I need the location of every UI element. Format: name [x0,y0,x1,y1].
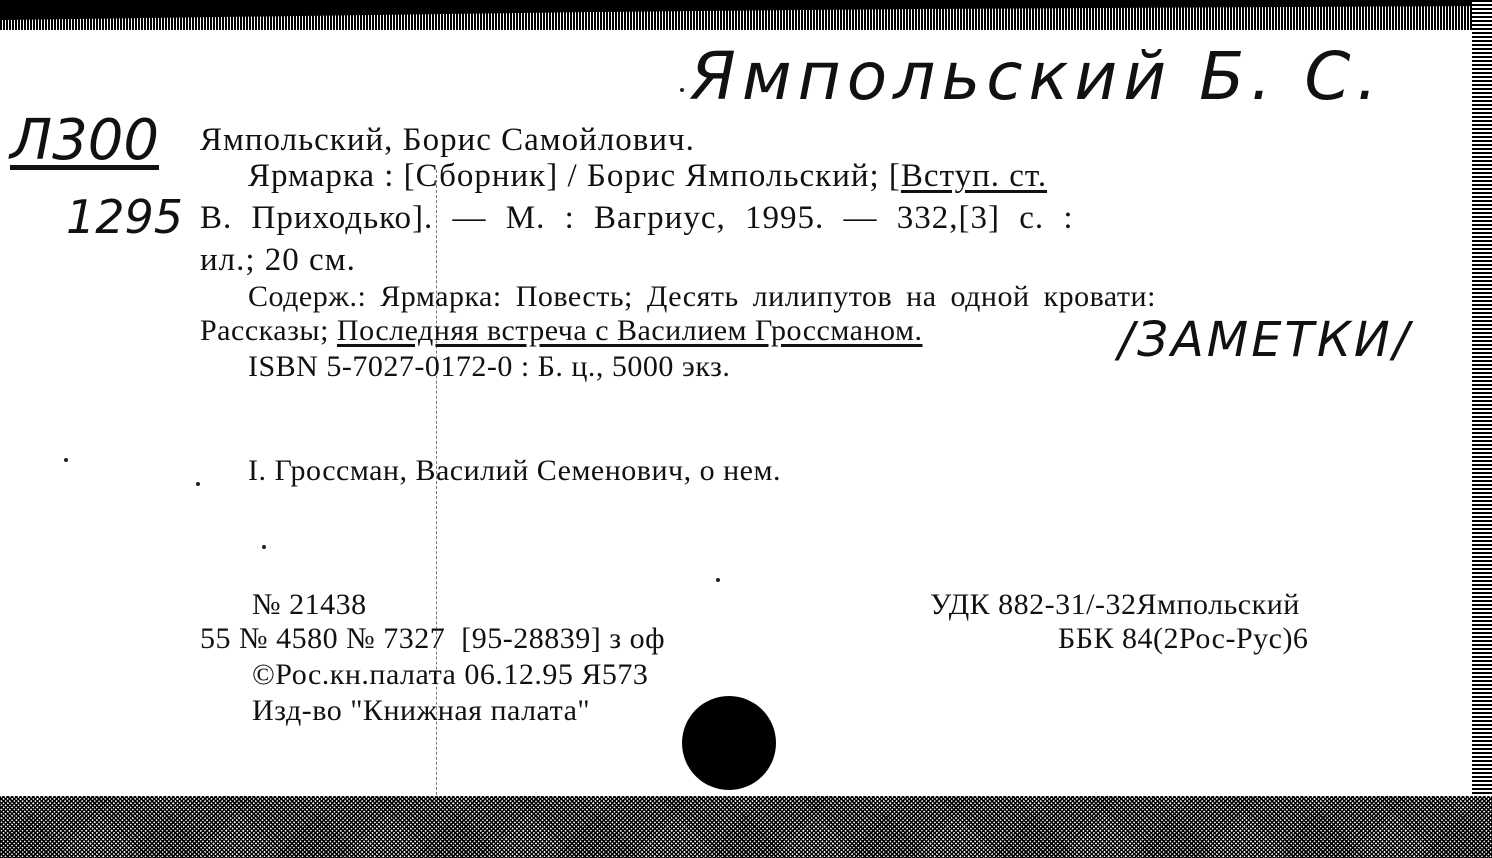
handwritten-code-top: Л300 [10,108,159,173]
ink-blot [682,696,776,790]
fold-line [436,170,438,830]
copyright-line: ©Рос.кн.палата 06.12.95 Я573 [252,658,649,691]
contents-line-2-underlined: Последняя встреча с Василием Гроссманом. [336,314,923,347]
title-line-1-underlined: Вступ. ст. [900,158,1048,194]
speck [262,545,266,549]
contents-line-2 [200,314,922,348]
title-line-3: ил.; 20 см. [200,242,356,278]
udk-code: УДК 882-31/-32Ямпольский [930,588,1300,621]
scan-top-border [0,0,1492,30]
card-codes: 55 № 4580 № 7327 [95-28839] з оф [200,622,666,655]
speck [196,482,200,486]
title-line-2: В. Приходько]. — М. : Вагриус, 1995. — 332,[3] с. : [200,200,1074,236]
title-line-1-main: Ярмарка : [Сборник] / Борис Ямпольский; [ [248,158,901,194]
isbn-line: ISBN 5-7027-0172-0 : Б. ц., 5000 экз. [248,350,731,383]
scan-bottom-border [0,796,1492,858]
contents-line-1: Содерж.: Ярмарка: Повесть; Десять лилипутов на одной кровати: [248,280,1156,313]
handwritten-author-note: Ямпольский Б. С. [690,38,1384,115]
scan-right-border [1472,0,1492,858]
speck [716,578,720,582]
contents-line-2-main: Рассказы; [200,314,337,347]
subject-entry: I. Гроссман, Василий Семенович, о нем. [248,454,781,487]
author-heading: Ямпольский, Борис Самойлович. [200,122,695,158]
speck [680,88,684,92]
publisher-line: Изд-во "Книжная палата" [252,694,591,727]
handwritten-annotation: /ЗАМЕТКИ/ [1118,312,1412,368]
card-number: № 21438 [252,588,367,621]
catalog-card [0,30,1472,796]
handwritten-code-bottom: 1295 [66,190,184,244]
bbk-code: ББК 84(2Рос-Рус)6 [1058,622,1309,655]
title-line-1 [248,158,1047,195]
speck [64,458,68,462]
